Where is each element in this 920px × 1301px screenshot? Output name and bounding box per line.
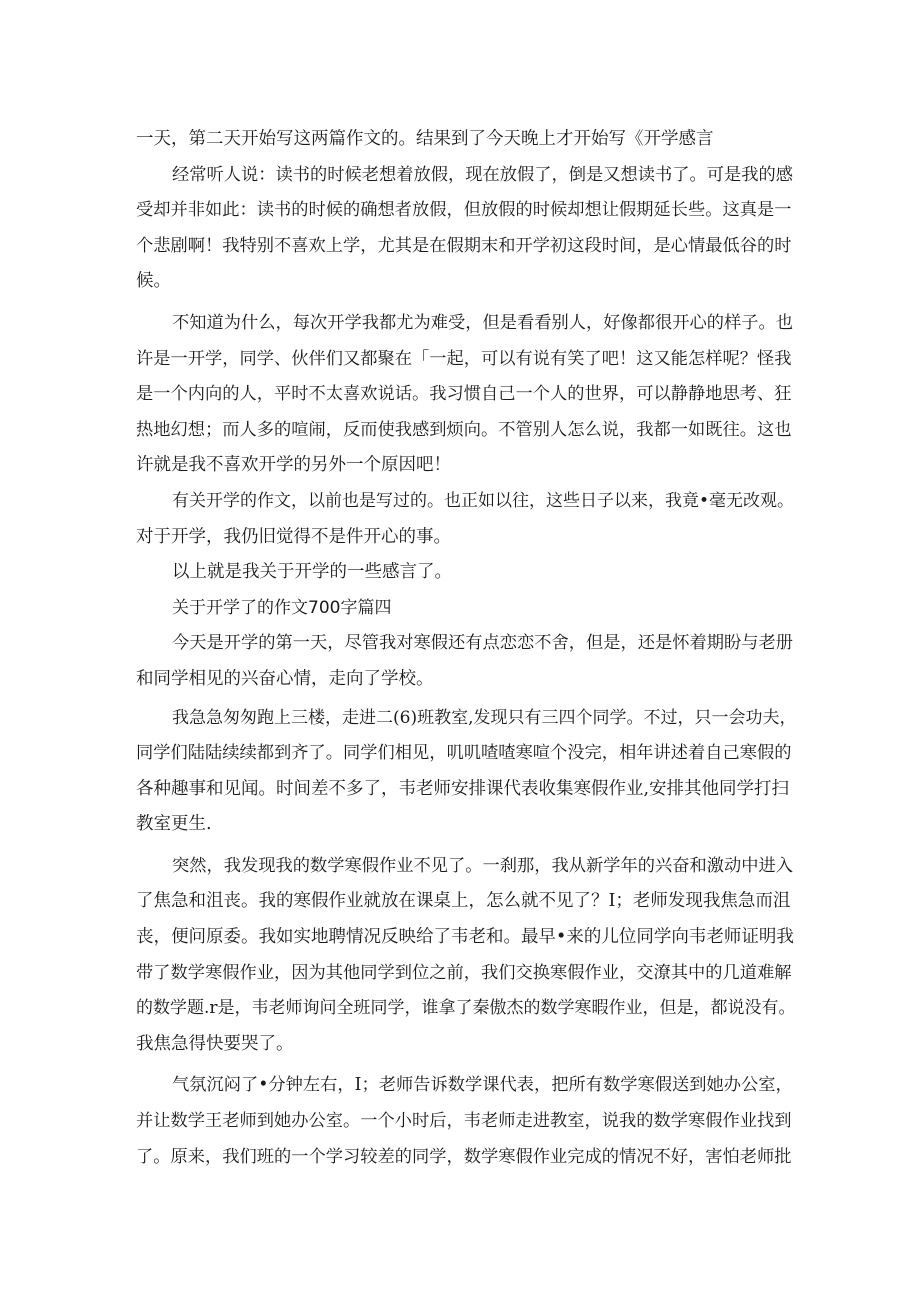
text-line: 了。原来，我们班的一个学习较差的同学，数学寒假作业完成的情况不好，害怕老师批 xyxy=(136,1146,792,1167)
text-line: 带了数学寒假作业，因为其他同学到位之前，我们交换寒假作业，交潦其中的几道难解 xyxy=(136,962,792,983)
text-line: 候。 xyxy=(136,271,171,292)
text-line: 教室更生. xyxy=(136,814,212,835)
text-line: 是一个内向的人，平时不太喜欢说话。我习惯自己一个人的世界，可以静静地思考、狂 xyxy=(136,384,792,405)
paragraph-line: 突然，我发现我的数学寒假作业不见了。一刹那，我从新学年的兴奋和激动中进入 xyxy=(172,855,794,876)
text-line: 个悲剧啊！我特别不喜欢上学，尤其是在假期末和开学初这段时间，是心情最低谷的时 xyxy=(136,235,792,256)
paragraph-line: 气氛沉闷了•分钟左右，I；老师告诉数学课代表，把所有数学寒假送到她办公室， xyxy=(172,1075,793,1096)
text-line: 丧，便问原委。我如实地聘情况反映给了韦老和。最早•来的儿位同学向韦老师证明我 xyxy=(136,927,794,948)
text-line: 许是一开学，同学、伙伴们又都聚在「一起，可以有说有笑了吧！这又能怎样呢？怪我 xyxy=(136,348,792,369)
section-heading: 关于开学了的作文700字篇四 xyxy=(172,597,392,618)
text-line: 热地幻想；而人多的喧闹，反而使我感到烦向。不管别人怎么说，我都一如既往。这也 xyxy=(136,419,792,440)
paragraph-line: 我急急匆匆跑上三楼，走进二(6)班教室,发现只有三四个同学。不过，只一会功夫， xyxy=(172,707,797,728)
text-line: 各种趣事和见闻。时间差不多了，韦老师安排课代表收集寒假作业,安排其他同学打扫 xyxy=(136,778,790,799)
text-line: 受却并非如此：读书的时候的确想者放假，但放假的时候却想让假期延长些。这真是一 xyxy=(136,200,792,221)
text-line: 许就是我不喜欢开学的另外一个原因吧！ xyxy=(136,455,451,476)
paragraph-line: 今天是开学的第一天，尽管我对寒假还有点恋恋不舍，但是，还是怀着期盼与老册 xyxy=(172,633,794,654)
text-line: 我焦急得快要哭了。 xyxy=(136,1033,294,1054)
text-line: 的数学题.r是，韦老师询问全班同学，谁拿了秦傲杰的数学寒暇作业，但是，都说没有。 xyxy=(136,998,796,1019)
text-line: 一天，第二天开始写这两篇作文的。结果到了今天晚上才开始写《开学感言 xyxy=(136,129,714,149)
text-line: 对于开学，我仍旧觉得不是件开心的事。 xyxy=(136,526,451,547)
paragraph-line: 以上就是我关于开学的一些感言了。 xyxy=(172,562,452,583)
text-line: 和同学相见的兴奋心情，走向了学校。 xyxy=(136,668,434,689)
text-line: 了焦急和沮丧。我的寒假作业就放在课桌上，怎么就不见了？I；老师发现我焦急而沮 xyxy=(136,891,791,912)
paragraph-line: 经常听人说：读书的时候老想着放假，现在放假了，倒是又想读书了。可是我的感 xyxy=(172,164,794,185)
document-body xyxy=(136,122,796,1175)
paragraph-line: 有关开学的作文，以前也是写过的。也正如以往，这些日子以来，我竟•毫无改观。 xyxy=(172,490,795,511)
paragraph-line: 不知道为什么，每次开学我都尤为难受，但是看看别人，好像都很开心的样子。也 xyxy=(172,312,794,333)
text-line: 同学们陆陆续续都到齐了。同学们相见，叽叽喳喳寒喧个没完，相年讲述着自己寒假的 xyxy=(136,743,792,764)
text-line: 并让数学王老师到她办公室。一个小时后，韦老师走进教室，说我的数学寒假作业找到 xyxy=(136,1111,792,1132)
